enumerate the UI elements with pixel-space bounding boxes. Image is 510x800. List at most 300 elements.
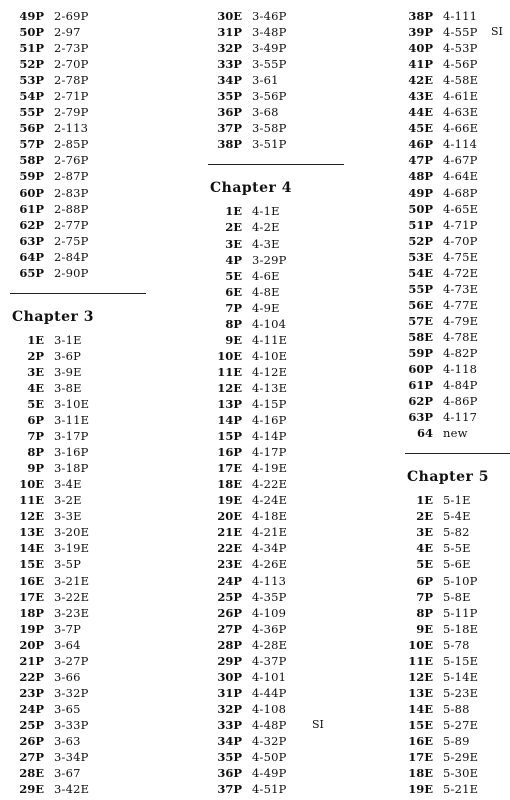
reference-number: 5-23E	[443, 685, 479, 700]
reference-number: 5-78	[443, 637, 470, 652]
reference-number: 3-7P	[54, 621, 82, 636]
chapter-heading: Chapter 5	[407, 469, 490, 486]
reference-number: 3-68	[252, 105, 279, 120]
table-row	[208, 685, 398, 701]
problem-number: 61P	[408, 378, 433, 393]
reference-number: 5-1E	[443, 493, 471, 508]
reference-number: 5-15E	[443, 653, 479, 668]
problem-number: 58P	[19, 153, 44, 168]
problem-number: 42E	[408, 73, 433, 88]
problem-number: 11E	[19, 493, 44, 508]
reference-number: 3-61	[252, 73, 279, 88]
problem-number: 11E	[217, 364, 242, 379]
table-row	[10, 364, 190, 380]
reference-number: 2-79P	[54, 105, 89, 120]
reference-number: 4-36P	[252, 621, 287, 636]
table-row	[10, 233, 190, 249]
table-row	[405, 24, 510, 40]
reference-number: 4-2E	[252, 220, 280, 235]
reference-number: 2-90P	[54, 265, 89, 280]
reference-number: 3-34P	[54, 750, 89, 765]
table-row	[10, 152, 190, 168]
problem-number: 58E	[408, 329, 433, 344]
reference-number: 4-63E	[443, 105, 479, 120]
table-row	[208, 396, 398, 412]
table-row	[10, 476, 190, 492]
table-row	[208, 781, 398, 797]
table-row	[405, 152, 510, 168]
problem-number: 13E	[408, 685, 433, 700]
problem-number: 18E	[408, 766, 433, 781]
problem-number: 23P	[19, 685, 44, 700]
reference-number: 4-55P	[443, 25, 478, 40]
table-row	[10, 733, 190, 749]
table-row	[10, 444, 190, 460]
problem-number: 37P	[217, 782, 242, 797]
reference-number: 4-50P	[252, 750, 287, 765]
reference-number: 4-9E	[252, 300, 280, 315]
reference-number: 5-27E	[443, 717, 479, 732]
reference-number: 4-66E	[443, 121, 479, 136]
table-row	[208, 460, 398, 476]
problem-number: 16P	[217, 445, 242, 460]
reference-number: 4-109	[252, 605, 287, 620]
reference-number: 4-65E	[443, 201, 479, 216]
problem-number: 8P	[225, 316, 242, 331]
reference-number: 3-20E	[54, 525, 90, 540]
table-row	[10, 217, 190, 233]
problem-number: 47P	[408, 153, 433, 168]
reference-number: 3-33P	[54, 717, 89, 732]
problem-number: 33P	[217, 57, 242, 72]
table-row	[405, 345, 510, 361]
reference-number: 2-84P	[54, 249, 89, 264]
problem-number: 51P	[19, 41, 44, 56]
reference-number: 4-86P	[443, 394, 478, 409]
table-row	[10, 201, 190, 217]
reference-number: 4-21E	[252, 525, 288, 540]
problem-number: 32P	[217, 701, 242, 716]
problem-number: 28E	[19, 766, 44, 781]
table-row	[208, 412, 398, 428]
problem-number: 38P	[217, 137, 242, 152]
table-row	[10, 508, 190, 524]
reference-number: 3-23E	[54, 605, 90, 620]
table-row	[405, 573, 510, 589]
reference-number: 4-15P	[252, 396, 287, 411]
problem-number: 50P	[408, 201, 433, 216]
problem-number: 55P	[19, 105, 44, 120]
reference-number: 4-49P	[252, 766, 287, 781]
problem-number: 18P	[19, 605, 44, 620]
table-row	[10, 185, 190, 201]
reference-number: 4-24E	[252, 493, 288, 508]
reference-number: 2-77P	[54, 217, 89, 232]
column-2	[208, 8, 398, 797]
table-row	[405, 361, 510, 377]
reference-number: 2-83P	[54, 185, 89, 200]
table-row	[208, 476, 398, 492]
table-row	[10, 637, 190, 653]
table-row	[405, 685, 510, 701]
table-row	[405, 249, 510, 265]
reference-number: 4-44P	[252, 685, 287, 700]
reference-number: 4-26E	[252, 557, 288, 572]
table-row	[405, 621, 510, 637]
reference-number: 5-8E	[443, 589, 471, 604]
reference-number: 4-13E	[252, 380, 288, 395]
table-row	[10, 573, 190, 589]
table-row	[208, 136, 398, 152]
problem-number: 6P	[27, 413, 44, 428]
reference-number: 3-9E	[54, 364, 82, 379]
table-row	[405, 653, 510, 669]
reference-number: 4-3E	[252, 236, 280, 251]
problem-number: 6P	[416, 573, 433, 588]
table-row	[208, 540, 398, 556]
problem-number: 18E	[217, 477, 242, 492]
table-row	[10, 653, 190, 669]
reference-number: 4-37P	[252, 653, 287, 668]
reference-number: 4-73E	[443, 281, 479, 296]
table-row	[405, 233, 510, 249]
problem-number: 61P	[19, 201, 44, 216]
table-row	[405, 425, 510, 441]
note-label: SI	[312, 717, 324, 731]
problem-number: 28P	[217, 637, 242, 652]
table-row	[10, 104, 190, 120]
problem-number: 46P	[408, 137, 433, 152]
reference-number: 2-78P	[54, 73, 89, 88]
problem-number: 48P	[408, 169, 433, 184]
problem-number: 15E	[408, 717, 433, 732]
problem-number: 32P	[217, 41, 242, 56]
problem-number: 65P	[19, 265, 44, 280]
problem-number: 40P	[408, 41, 433, 56]
reference-number: 2-71P	[54, 89, 89, 104]
table-row	[208, 316, 398, 332]
problem-number: 51P	[408, 217, 433, 232]
problem-number: 12E	[408, 669, 433, 684]
table-row	[10, 685, 190, 701]
reference-number: 2-70P	[54, 57, 89, 72]
reference-number: 3-10E	[54, 396, 90, 411]
problem-number: 3E	[27, 364, 44, 379]
table-row	[405, 556, 510, 572]
reference-number: 4-108	[252, 701, 287, 716]
table-row	[10, 701, 190, 717]
reference-number: 4-48P	[252, 717, 287, 732]
reference-number: 4-32P	[252, 733, 287, 748]
reference-number: 4-8E	[252, 284, 280, 299]
problem-number: 12E	[19, 509, 44, 524]
problem-number: 60P	[408, 362, 433, 377]
reference-number: 3-6P	[54, 348, 82, 363]
reference-number: 3-17P	[54, 429, 89, 444]
problem-number: 10E	[408, 637, 433, 652]
table-row	[208, 252, 398, 268]
problem-number: 14E	[19, 541, 44, 556]
table-row	[405, 765, 510, 781]
table-row	[10, 781, 190, 797]
table-row	[405, 185, 510, 201]
problem-number: 2P	[27, 348, 44, 363]
note-label: SI	[491, 25, 503, 39]
problem-number: 54P	[19, 89, 44, 104]
reference-number: 4-77E	[443, 297, 479, 312]
reference-number: 4-28E	[252, 637, 288, 652]
reference-number: 4-114	[443, 137, 478, 152]
table-row	[405, 377, 510, 393]
reference-number: 5-30E	[443, 766, 479, 781]
problem-number: 62P	[19, 217, 44, 232]
table-row	[208, 653, 398, 669]
problem-number: 44E	[408, 105, 433, 120]
reference-number: 4-22E	[252, 477, 288, 492]
table-row	[208, 621, 398, 637]
reference-number: 3-49P	[252, 41, 287, 56]
reference-number: 3-22E	[54, 589, 90, 604]
table-row	[10, 380, 190, 396]
table-row	[405, 409, 510, 425]
problem-number: 19P	[19, 621, 44, 636]
chapter-heading: Chapter 4	[210, 180, 293, 197]
table-row	[10, 621, 190, 637]
table-row	[208, 605, 398, 621]
problem-number: 63P	[408, 410, 433, 425]
table-row	[10, 428, 190, 444]
table-row	[208, 219, 398, 235]
reference-number: 2-85P	[54, 137, 89, 152]
problem-number: 15P	[217, 429, 242, 444]
problem-number: 11E	[408, 653, 433, 668]
problem-number: 7P	[27, 429, 44, 444]
table-row	[208, 492, 398, 508]
table-row	[10, 749, 190, 765]
reference-number: 5-21E	[443, 782, 479, 797]
table-row	[405, 297, 510, 313]
table-row	[10, 412, 190, 428]
table-row	[10, 120, 190, 136]
problem-number: 62P	[408, 394, 433, 409]
chapter-heading: Chapter 3	[12, 308, 95, 325]
table-row	[208, 765, 398, 781]
table-row	[208, 56, 398, 72]
reference-number: 5-6E	[443, 557, 471, 572]
reference-number: 4-17P	[252, 445, 287, 460]
table-row	[10, 88, 190, 104]
problem-number: 4P	[225, 252, 242, 267]
reference-number: 5-82	[443, 525, 470, 540]
table-row	[405, 749, 510, 765]
table-row	[208, 284, 398, 300]
problem-number: 49P	[408, 185, 433, 200]
table-row	[405, 524, 510, 540]
table-row	[405, 8, 510, 24]
reference-number: 2-88P	[54, 201, 89, 216]
table-row	[208, 120, 398, 136]
reference-number: 4-75E	[443, 249, 479, 264]
problem-number: 26P	[217, 605, 242, 620]
reference-number: 4-117	[443, 410, 478, 425]
reference-number: 4-56P	[443, 57, 478, 72]
reference-number: 3-8E	[54, 380, 82, 395]
reference-number: 4-111	[443, 9, 478, 23]
table-row	[10, 40, 190, 56]
reference-number: 4-12E	[252, 364, 288, 379]
reference-number: 5-10P	[443, 573, 478, 588]
problem-number: 14P	[217, 413, 242, 428]
table-row	[208, 364, 398, 380]
problem-number: 8P	[27, 445, 44, 460]
reference-number: 2-87P	[54, 169, 89, 184]
problem-number: 31P	[217, 685, 242, 700]
table-row	[10, 556, 190, 572]
problem-number: 13P	[217, 396, 242, 411]
table-row	[208, 300, 398, 316]
problem-number: 20E	[217, 509, 242, 524]
table-row	[405, 540, 510, 556]
table-row	[208, 508, 398, 524]
table-row	[405, 104, 510, 120]
problem-number: 9P	[27, 461, 44, 476]
problem-number: 34P	[217, 73, 242, 88]
reference-number: 3-66	[54, 669, 81, 684]
reference-number: 3-19E	[54, 541, 90, 556]
problem-number: 64	[416, 426, 433, 441]
table-row	[10, 765, 190, 781]
problem-number: 17E	[408, 750, 433, 765]
table-row	[10, 669, 190, 685]
table-row	[208, 332, 398, 348]
problem-number: 29P	[217, 653, 242, 668]
problem-number: 9E	[416, 621, 433, 636]
table-row	[405, 329, 510, 345]
problem-number: 1E	[27, 332, 44, 347]
table-row	[405, 281, 510, 297]
problem-number: 59P	[408, 345, 433, 360]
column-3	[405, 8, 510, 797]
problem-number: 15E	[19, 557, 44, 572]
problem-number: 4E	[416, 541, 433, 556]
table-row	[405, 168, 510, 184]
problem-number: 50P	[19, 25, 44, 40]
table-row	[405, 313, 510, 329]
problem-number: 13E	[19, 525, 44, 540]
reference-number: 3-42E	[54, 782, 90, 797]
section-divider	[405, 453, 510, 454]
problem-number: 27P	[217, 621, 242, 636]
reference-number: 3-4E	[54, 477, 82, 492]
reference-number: 3-58P	[252, 121, 287, 136]
problem-number: 30E	[217, 9, 242, 23]
reference-number: 2-97	[54, 25, 81, 40]
table-row	[208, 637, 398, 653]
table-row	[10, 492, 190, 508]
section-divider	[10, 293, 146, 294]
column-1	[10, 8, 190, 797]
reference-number: 4-11E	[252, 332, 288, 347]
table-row	[405, 701, 510, 717]
table-row	[405, 717, 510, 733]
reference-number: 3-3E	[54, 509, 82, 524]
table-row	[208, 104, 398, 120]
problem-number: 22E	[217, 541, 242, 556]
table-row	[208, 8, 398, 24]
problem-number: 17E	[19, 589, 44, 604]
table-row	[405, 589, 510, 605]
reference-number: 4-19E	[252, 461, 288, 476]
problem-number: 37P	[217, 121, 242, 136]
table-row	[10, 460, 190, 476]
table-row	[208, 444, 398, 460]
table-row	[405, 781, 510, 797]
table-row	[405, 733, 510, 749]
table-row	[405, 492, 510, 508]
problem-number: 41P	[408, 57, 433, 72]
table-row	[208, 348, 398, 364]
table-row	[208, 573, 398, 589]
problem-number: 45E	[408, 121, 433, 136]
reference-number: 4-1E	[252, 204, 280, 219]
table-row	[10, 348, 190, 364]
table-row	[10, 396, 190, 412]
reference-number: 5-11P	[443, 605, 478, 620]
reference-number: 3-65	[54, 701, 81, 716]
reference-number: 4-53P	[443, 41, 478, 56]
reference-number: 4-70P	[443, 233, 478, 248]
reference-number: 3-32P	[54, 685, 89, 700]
reference-number: 4-72E	[443, 265, 479, 280]
table-row	[10, 589, 190, 605]
reference-number: 4-10E	[252, 348, 288, 363]
table-row	[405, 669, 510, 685]
table-row	[10, 8, 190, 24]
reference-number: 3-64	[54, 637, 81, 652]
reference-number: 4-18E	[252, 509, 288, 524]
table-row	[405, 265, 510, 281]
problem-number: 60P	[19, 185, 44, 200]
problem-number: 22P	[19, 669, 44, 684]
problem-number: 27P	[19, 750, 44, 765]
reference-number: 4-51P	[252, 782, 287, 797]
problem-number: 43E	[408, 89, 433, 104]
table-row	[10, 24, 190, 40]
problem-number: 55P	[408, 281, 433, 296]
table-row	[208, 428, 398, 444]
problem-number: 3E	[416, 525, 433, 540]
table-row	[208, 72, 398, 88]
reference-number: 3-5P	[54, 557, 82, 572]
problem-number: 34P	[217, 733, 242, 748]
problem-number: 31P	[217, 25, 242, 40]
reference-number: 3-18P	[54, 461, 89, 476]
table-row	[208, 380, 398, 396]
problem-number: 2E	[225, 220, 242, 235]
problem-number: 49P	[19, 9, 44, 23]
reference-number: 4-61E	[443, 89, 479, 104]
table-row	[208, 40, 398, 56]
table-row	[208, 733, 398, 749]
table-row	[208, 203, 398, 219]
table-row	[10, 249, 190, 265]
reference-number: 4-35P	[252, 589, 287, 604]
reference-number: 4-68P	[443, 185, 478, 200]
problem-number: 36P	[217, 766, 242, 781]
problem-number: 19E	[217, 493, 242, 508]
table-row	[208, 268, 398, 284]
problem-number: 52P	[19, 57, 44, 72]
